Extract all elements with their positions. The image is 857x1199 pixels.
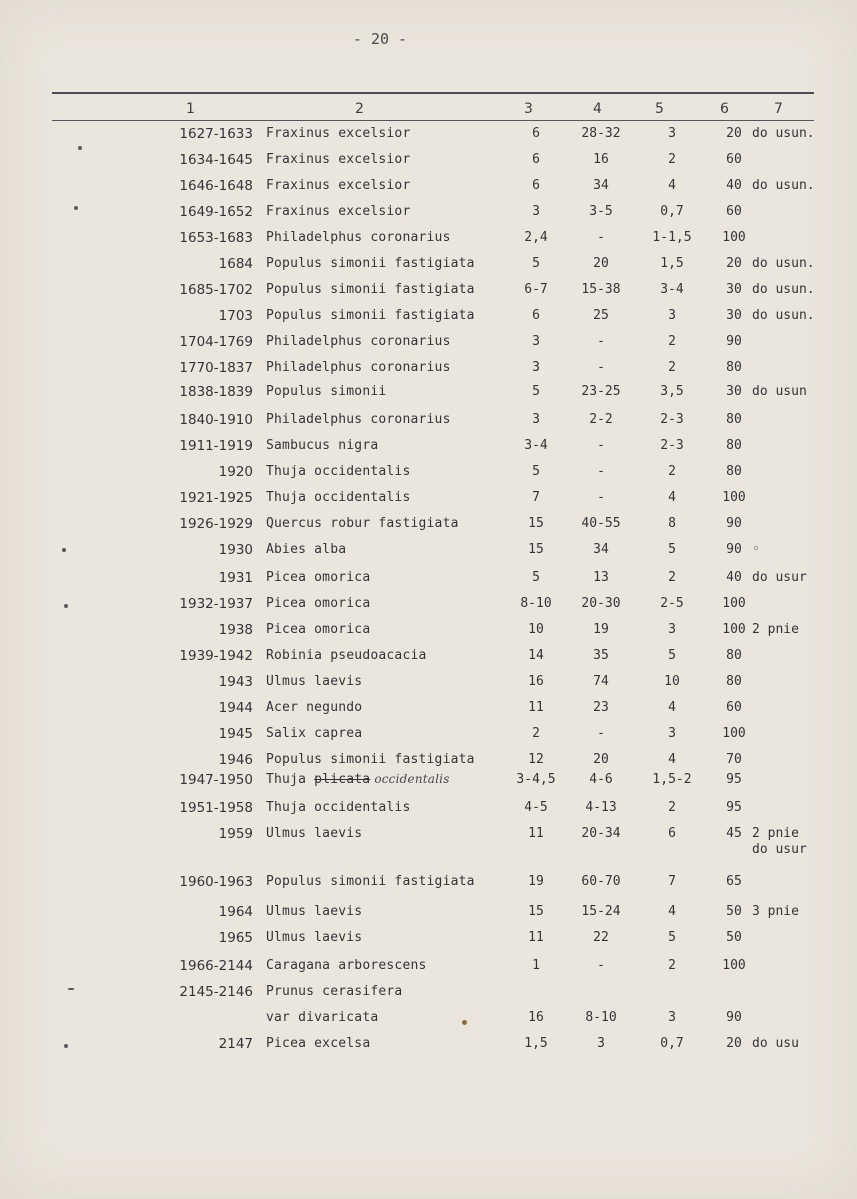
cell-number: 1938 [218, 622, 253, 638]
cell-col7: do usur [752, 570, 807, 585]
cell-col4: 25 [593, 308, 609, 323]
cell-number: 1926-1929 [179, 516, 253, 532]
cell-col3: 3-4 [524, 438, 548, 453]
cell-number: 1840-1910 [179, 412, 253, 428]
cell-number: 1770-1837 [179, 360, 253, 376]
cell-col4: 74 [593, 674, 609, 689]
cell-number: 2145-2146 [179, 984, 253, 1000]
cell-number: 1959 [218, 826, 253, 842]
paper-speck [74, 206, 78, 210]
cell-col3: 11 [528, 700, 544, 715]
cell-col4: 20-30 [581, 596, 621, 611]
cell-col3: 6 [532, 152, 540, 167]
species-text: Thuja [266, 772, 307, 787]
table-row [0, 700, 857, 724]
cell-col6: 80 [726, 648, 742, 663]
cell-col4: 60-70 [581, 874, 621, 889]
cell-col3: 5 [532, 464, 540, 479]
cell-col5: 3-4 [660, 282, 684, 297]
column-header-1: 1 [186, 101, 195, 117]
cell-col3: 4-5 [524, 800, 548, 815]
cell-col4: 28-32 [581, 126, 621, 141]
cell-col6: 90 [726, 516, 742, 531]
cell-species: Sambucus nigra [266, 438, 379, 453]
table-row [0, 772, 857, 796]
cell-number: 1931 [218, 570, 253, 586]
cell-species: Philadelphus coronarius [266, 334, 451, 349]
cell-number: 1920 [218, 464, 253, 480]
cell-species: Robinia pseudoacacia [266, 648, 427, 663]
cell-col3: 15 [528, 516, 544, 531]
table-row [0, 542, 857, 566]
cell-col6: 45 [726, 826, 742, 841]
cell-col7: do usu [752, 1036, 799, 1051]
cell-col5: 7 [668, 874, 676, 889]
cell-col5: 10 [664, 674, 680, 689]
cell-col5: 2 [668, 958, 676, 973]
cell-number: 1911-1919 [179, 438, 253, 454]
cell-col4: 23 [593, 700, 609, 715]
cell-col3: 19 [528, 874, 544, 889]
cell-col6: 50 [726, 930, 742, 945]
table-row [0, 204, 857, 228]
cell-col5: 2 [668, 570, 676, 585]
cell-col5: 0,7 [660, 1036, 684, 1051]
cell-col3: 7 [532, 490, 540, 505]
cell-number: 1939-1942 [179, 648, 253, 664]
table-row [0, 282, 857, 306]
paper-speck [64, 1044, 68, 1048]
page-number: - 20 - [352, 30, 408, 48]
cell-col5: 2-3 [660, 438, 684, 453]
cell-col4: 2-2 [589, 412, 613, 427]
cell-species: Ulmus laevis [266, 826, 363, 841]
cell-col4: - [597, 490, 605, 505]
cell-col5: 5 [668, 542, 676, 557]
cell-number: 1685-1702 [179, 282, 253, 298]
cell-col3: 3 [532, 334, 540, 349]
table-row [0, 1036, 857, 1060]
species-struck-text: plicata [314, 772, 371, 787]
cell-col3: 6 [532, 308, 540, 323]
cell-col7-continued: do usur [752, 842, 807, 857]
table-row [0, 904, 857, 928]
cell-col3: 11 [528, 930, 544, 945]
cell-col6: 40 [726, 178, 742, 193]
cell-col5: 2 [668, 800, 676, 815]
table-row [0, 726, 857, 750]
cell-col6: 30 [726, 384, 742, 399]
cell-species: Fraxinus excelsior [266, 126, 411, 141]
cell-col4: 19 [593, 622, 609, 637]
table-row [0, 308, 857, 332]
cell-species [266, 772, 450, 787]
table-row [0, 152, 857, 176]
cell-col4: 4-6 [589, 772, 613, 787]
cell-col4: 22 [593, 930, 609, 945]
cell-species: Thuja occidentalis [266, 800, 411, 815]
cell-col4: 34 [593, 178, 609, 193]
paper-speck [78, 146, 82, 150]
cell-col4: 16 [593, 152, 609, 167]
cell-col4: - [597, 334, 605, 349]
cell-number: 1947-1950 [179, 772, 253, 788]
cell-col6: 90 [726, 542, 742, 557]
cell-number: 1944 [218, 700, 253, 716]
cell-col7: do usun. [752, 178, 815, 193]
cell-col5: 1-1,5 [652, 230, 692, 245]
cell-col4: 4-13 [585, 800, 617, 815]
cell-col7: ◦ [752, 542, 760, 557]
cell-col3: 5 [532, 384, 540, 399]
cell-species: Acer negundo [266, 700, 363, 715]
column-header-5: 5 [655, 101, 664, 117]
cell-col5: 3 [668, 126, 676, 141]
table-row [0, 958, 857, 982]
cell-species: Thuja occidentalis [266, 490, 411, 505]
cell-species: var divaricata [266, 1010, 379, 1025]
cell-col6: 60 [726, 700, 742, 715]
cell-col6: 80 [726, 674, 742, 689]
cell-col3: 1,5 [524, 1036, 548, 1051]
cell-col3: 8-10 [520, 596, 552, 611]
cell-col6: 50 [726, 904, 742, 919]
table-row [0, 826, 857, 857]
cell-number: 1966-2144 [179, 958, 253, 974]
cell-col5: 5 [668, 648, 676, 663]
cell-number: 1945 [218, 726, 253, 742]
cell-col5: 2 [668, 360, 676, 375]
cell-col5: 2 [668, 334, 676, 349]
cell-species: Ulmus laevis [266, 904, 363, 919]
column-header-3: 3 [524, 101, 533, 117]
cell-col6: 100 [722, 958, 746, 973]
cell-number: 1646-1648 [179, 178, 253, 194]
cell-species: Populus simonii fastigiata [266, 874, 475, 889]
cell-col4: 8-10 [585, 1010, 617, 1025]
cell-col4: 23-25 [581, 384, 621, 399]
cell-col5: 0,7 [660, 204, 684, 219]
cell-col4: - [597, 438, 605, 453]
cell-number: 1634-1645 [179, 152, 253, 168]
cell-col7: do usun [752, 384, 807, 399]
cell-col3: 6 [532, 126, 540, 141]
cell-col5: 2 [668, 152, 676, 167]
cell-col4: - [597, 958, 605, 973]
cell-col7: do usun. [752, 256, 815, 271]
cell-col6: 80 [726, 438, 742, 453]
cell-col6: 100 [722, 230, 746, 245]
cell-col7: do usun. [752, 282, 815, 297]
cell-col5: 2-3 [660, 412, 684, 427]
cell-col3: 14 [528, 648, 544, 663]
table-header-rule [52, 120, 814, 121]
cell-species: Ulmus laevis [266, 674, 363, 689]
table-row [0, 622, 857, 646]
cell-number: 1960-1963 [179, 874, 253, 890]
cell-species: Picea excelsa [266, 1036, 371, 1051]
cell-col6: 100 [722, 490, 746, 505]
cell-number: 1943 [218, 674, 253, 690]
cell-species: Picea omorica [266, 570, 371, 585]
paper-speck [64, 604, 68, 608]
cell-col3: 15 [528, 542, 544, 557]
cell-number: 1964 [218, 904, 253, 920]
cell-col3: 16 [528, 1010, 544, 1025]
cell-col6: 60 [726, 152, 742, 167]
cell-col6: 40 [726, 570, 742, 585]
column-header-6: 6 [720, 101, 729, 117]
cell-col7: do usun. [752, 308, 815, 323]
cell-col5: 6 [668, 826, 676, 841]
cell-col6: 100 [722, 726, 746, 741]
cell-species: Populus simonii fastigiata [266, 256, 475, 271]
table-row [0, 800, 857, 824]
cell-col6: 70 [726, 752, 742, 767]
table-row [0, 384, 857, 408]
cell-col3: 15 [528, 904, 544, 919]
cell-species: Picea omorica [266, 596, 371, 611]
cell-number: 1684 [218, 256, 253, 272]
cell-col6: 95 [726, 772, 742, 787]
table-row [0, 334, 857, 358]
cell-number: 1921-1925 [179, 490, 253, 506]
cell-col6: 30 [726, 308, 742, 323]
cell-species: Fraxinus excelsior [266, 152, 411, 167]
cell-col3: 10 [528, 622, 544, 637]
cell-col4: 15-24 [581, 904, 621, 919]
cell-col6: 20 [726, 126, 742, 141]
cell-col3: 5 [532, 570, 540, 585]
cell-col5: 5 [668, 930, 676, 945]
cell-species: Philadelphus coronarius [266, 412, 451, 427]
cell-species: Fraxinus excelsior [266, 204, 411, 219]
cell-species: Caragana arborescens [266, 958, 427, 973]
cell-col5: 4 [668, 752, 676, 767]
cell-col4: 13 [593, 570, 609, 585]
cell-col4: 34 [593, 542, 609, 557]
cell-col3: 6 [532, 178, 540, 193]
cell-col6: 80 [726, 360, 742, 375]
cell-col7: 2 pnie [752, 826, 799, 841]
cell-col7: do usun. [752, 126, 815, 141]
cell-col6: 20 [726, 256, 742, 271]
paper-speck [62, 548, 66, 552]
cell-species: Populus simonii fastigiata [266, 752, 475, 767]
table-row [0, 490, 857, 514]
table-row [0, 930, 857, 954]
cell-col4: 35 [593, 648, 609, 663]
cell-species: Populus simonii fastigiata [266, 308, 475, 323]
cell-col7: 2 pnie [752, 622, 799, 637]
cell-col6: 90 [726, 1010, 742, 1025]
cell-species: Salix caprea [266, 726, 363, 741]
cell-col3: 5 [532, 256, 540, 271]
cell-number: 1704-1769 [179, 334, 253, 350]
cell-number: 1946 [218, 752, 253, 768]
cell-col5: 4 [668, 490, 676, 505]
cell-col6: 100 [722, 596, 746, 611]
cell-number: 1951-1958 [179, 800, 253, 816]
cell-species: Picea omorica [266, 622, 371, 637]
cell-col4: 20 [593, 752, 609, 767]
cell-species: Thuja occidentalis [266, 464, 411, 479]
cell-col7: 3 pnie [752, 904, 799, 919]
cell-species: Philadelphus coronarius [266, 360, 451, 375]
cell-number: 1703 [218, 308, 253, 324]
cell-col3: 3-4,5 [516, 772, 556, 787]
cell-species: Philadelphus coronarius [266, 230, 451, 245]
cell-col6: 20 [726, 1036, 742, 1051]
cell-number: 1653-1683 [179, 230, 253, 246]
cell-col6: 80 [726, 464, 742, 479]
cell-species: Fraxinus excelsior [266, 178, 411, 193]
cell-number: 1932-1937 [179, 596, 253, 612]
cell-col5: 4 [668, 904, 676, 919]
cell-col5: 1,5 [660, 256, 684, 271]
table-row [0, 874, 857, 898]
cell-col6: 100 [722, 622, 746, 637]
column-header-4: 4 [593, 101, 602, 117]
cell-col5: 3 [668, 622, 676, 637]
cell-col4: 3 [597, 1036, 605, 1051]
cell-col6: 30 [726, 282, 742, 297]
cell-col6: 90 [726, 334, 742, 349]
cell-col5: 4 [668, 700, 676, 715]
cell-number: 2147 [218, 1036, 253, 1052]
cell-col5: 1,5-2 [652, 772, 692, 787]
table-row [0, 674, 857, 698]
cell-species: Abies alba [266, 542, 347, 557]
table-row [0, 438, 857, 462]
table-row [0, 412, 857, 436]
cell-species: Prunus cerasifera [266, 984, 403, 999]
cell-col3: 1 [532, 958, 540, 973]
cell-col3: 2,4 [524, 230, 548, 245]
table-row [0, 230, 857, 254]
paper-speck [68, 988, 74, 990]
cell-col3: 3 [532, 360, 540, 375]
cell-col5: 3 [668, 726, 676, 741]
cell-species: Ulmus laevis [266, 930, 363, 945]
table-row [0, 464, 857, 488]
paper-speck [462, 1020, 467, 1025]
table-row [0, 126, 857, 150]
cell-col5: 8 [668, 516, 676, 531]
table-row [0, 1010, 857, 1034]
cell-col5: 4 [668, 178, 676, 193]
cell-col3: 16 [528, 674, 544, 689]
table-row [0, 178, 857, 202]
cell-number: 1649-1652 [179, 204, 253, 220]
cell-col6: 65 [726, 874, 742, 889]
cell-species: Populus simonii fastigiata [266, 282, 475, 297]
cell-col4: - [597, 464, 605, 479]
cell-number: 1930 [218, 542, 253, 558]
table-row [0, 360, 857, 384]
cell-col4: - [597, 726, 605, 741]
cell-col4: 3-5 [589, 204, 613, 219]
cell-col4: 20 [593, 256, 609, 271]
table-row [0, 570, 857, 594]
cell-species: Quercus robur fastigiata [266, 516, 459, 531]
cell-number: 1838-1839 [179, 384, 253, 400]
cell-number: 1965 [218, 930, 253, 946]
cell-col4: - [597, 230, 605, 245]
species-handwritten-correction: occidentalis [374, 772, 450, 786]
cell-col4: 15-38 [581, 282, 621, 297]
cell-col3: 2 [532, 726, 540, 741]
cell-col4: - [597, 360, 605, 375]
column-header-7: 7 [774, 101, 783, 117]
cell-species: Populus simonii [266, 384, 387, 399]
cell-col5: 2-5 [660, 596, 684, 611]
cell-col3: 11 [528, 826, 544, 841]
cell-col4: 40-55 [581, 516, 621, 531]
cell-col5: 3 [668, 1010, 676, 1025]
column-header-2: 2 [355, 101, 364, 117]
table-top-rule [52, 92, 814, 94]
cell-col6: 60 [726, 204, 742, 219]
cell-col5: 2 [668, 464, 676, 479]
cell-col5: 3,5 [660, 384, 684, 399]
table-row [0, 516, 857, 540]
cell-col4: 20-34 [581, 826, 621, 841]
cell-col3: 3 [532, 412, 540, 427]
table-row [0, 984, 857, 1008]
cell-col3: 3 [532, 204, 540, 219]
cell-col6: 95 [726, 800, 742, 815]
cell-col5: 3 [668, 308, 676, 323]
cell-col3: 12 [528, 752, 544, 767]
table-row [0, 596, 857, 620]
cell-col3: 6-7 [524, 282, 548, 297]
table-row [0, 648, 857, 672]
table-row [0, 256, 857, 280]
cell-col6: 80 [726, 412, 742, 427]
cell-number: 1627-1633 [179, 126, 253, 142]
